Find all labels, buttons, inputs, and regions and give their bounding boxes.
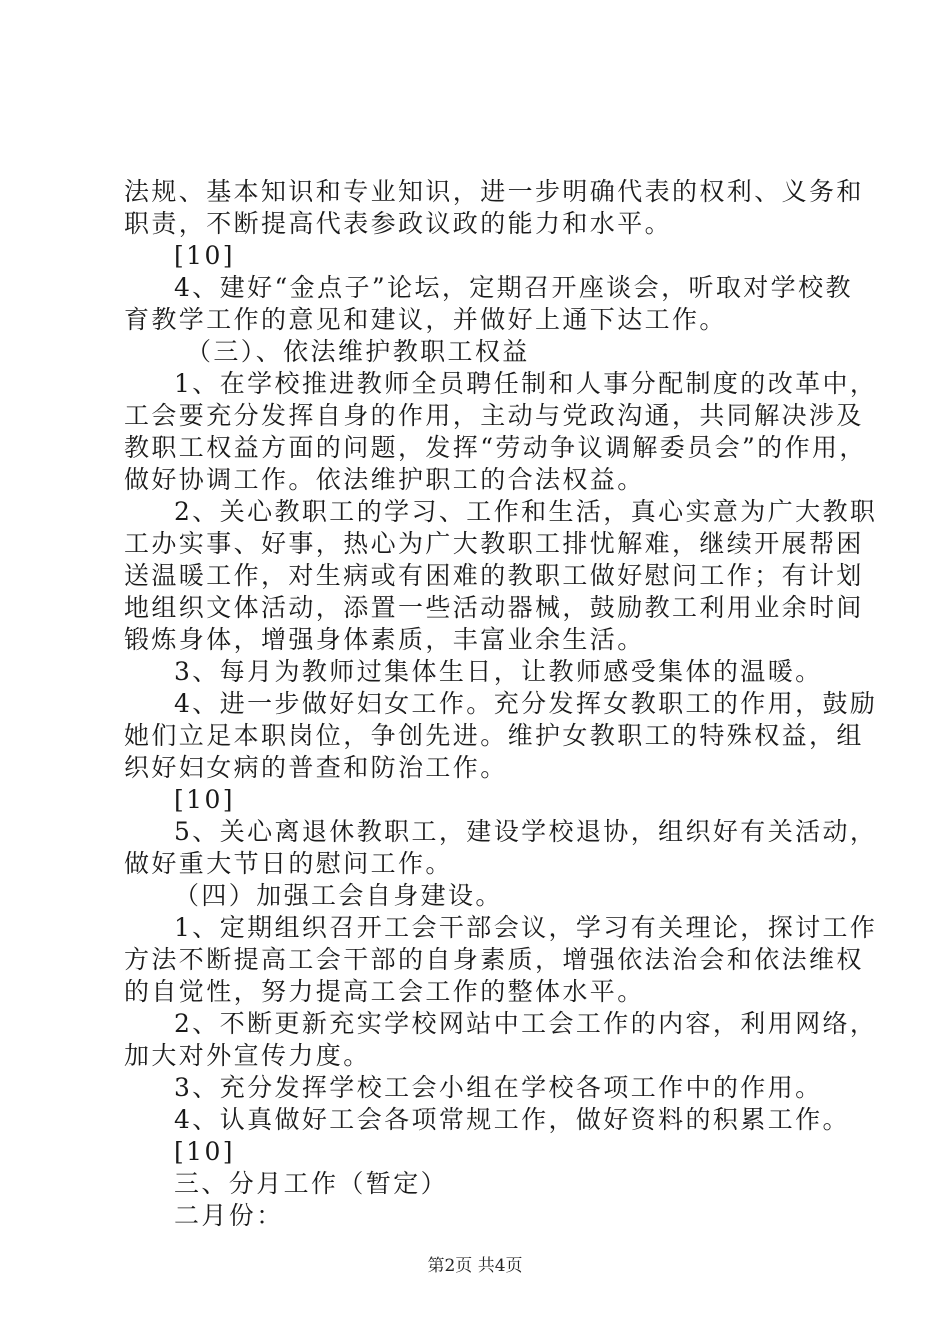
text-line: 2、不断更新充实学校网站中工会工作的内容，利用网络， <box>174 1009 878 1038</box>
page-footer: 第2页 共4页 <box>427 1256 523 1276</box>
text-line: 工会要充分发挥自身的作用，主动与党政沟通，共同解决涉及 <box>124 401 864 430</box>
text-line: 法规、基本知识和专业知识，进一步明确代表的权利、义务和 <box>124 177 864 206</box>
text-line: 加大对外宣传力度。 <box>124 1041 371 1070</box>
text-line: 职责，不断提高代表参政议政的能力和水平。 <box>124 209 673 238</box>
text-line: 工办实事、好事，热心为广大教职工排忧解难，继续开展帮困 <box>124 529 864 558</box>
text-line: 二月份： <box>174 1201 284 1230</box>
text-line: 4、认真做好工会各项常规工作，做好资料的积累工作。 <box>174 1105 850 1134</box>
text-line: 地组织文体活动，添置一些活动器械，鼓励教工利用业余时间 <box>124 593 864 622</box>
text-line: 锻炼身体，增强身体素质，丰富业余生活。 <box>124 625 645 654</box>
text-line: [10] <box>174 1137 235 1166</box>
text-line: 教职工权益方面的问题，发挥“劳动争议调解委员会”的作用， <box>124 433 867 462</box>
text-line: 育教学工作的意见和建议，并做好上通下达工作。 <box>124 305 727 334</box>
text-line: 她们立足本职岗位，争创先进。维护女教职工的特殊权益，组 <box>124 721 864 750</box>
text-line: 做好重大节日的慰问工作。 <box>124 849 453 878</box>
text-line: 3、每月为教师过集体生日，让教师感受集体的温暖。 <box>174 657 823 686</box>
text-line: 1、在学校推进教师全员聘任制和人事分配制度的改革中， <box>174 369 878 398</box>
text-line: 织好妇女病的普查和防治工作。 <box>124 753 508 782</box>
text-line: 4、进一步做好妇女工作。充分发挥女教职工的作用，鼓励 <box>174 689 878 718</box>
text-line: 的自觉性，努力提高工会工作的整体水平。 <box>124 977 645 1006</box>
text-line: 做好协调工作。依法维护职工的合法权益。 <box>124 465 645 494</box>
text-line: 2、关心教职工的学习、工作和生活，真心实意为广大教职 <box>174 497 878 526</box>
text-line: 4、建好“金点子”论坛，定期召开座谈会，听取对学校教 <box>174 273 853 302</box>
text-line: 送温暖工作，对生病或有困难的教职工做好慰问工作；有计划 <box>124 561 864 590</box>
section-heading: （四）加强工会自身建设。 <box>174 881 503 910</box>
text-line: 5、关心离退休教职工，建设学校退协，组织好有关活动， <box>174 817 878 846</box>
text-line: 1、定期组织召开工会干部会议，学习有关理论，探讨工作 <box>174 913 878 942</box>
text-line: [10] <box>174 785 235 814</box>
text-line: 方法不断提高工会干部的自身素质，增强依法治会和依法维权 <box>124 945 864 974</box>
section-heading: （三）、依法维护教职工权益 <box>186 337 530 366</box>
text-line: [10] <box>174 241 235 270</box>
section-heading: 三、分月工作（暂定） <box>174 1169 449 1198</box>
text-line: 3、充分发挥学校工会小组在学校各项工作中的作用。 <box>174 1073 823 1102</box>
